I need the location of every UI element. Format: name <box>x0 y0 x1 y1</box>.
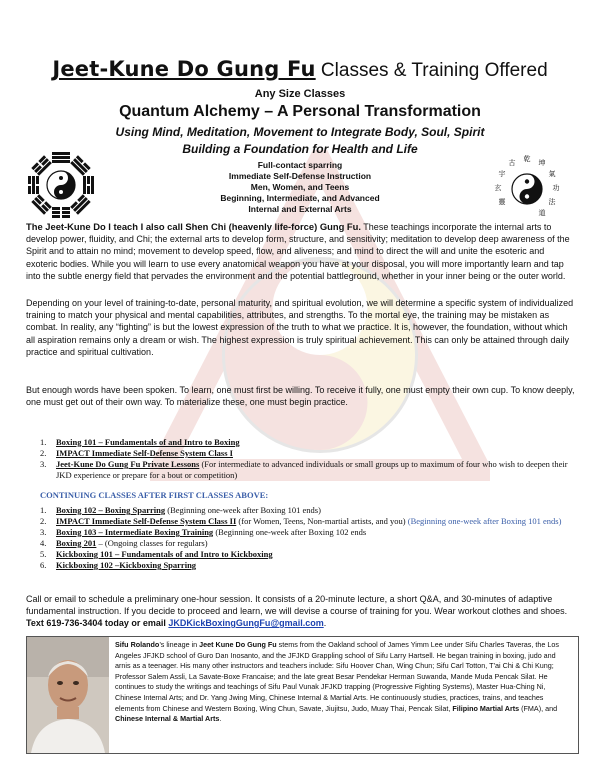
list-number: 2. <box>40 516 47 526</box>
list-item <box>40 459 580 481</box>
list-item <box>40 538 580 549</box>
list-item <box>40 549 580 560</box>
class-note-blue: (Beginning one-week after Boxing 101 ends) <box>405 516 562 526</box>
tagline-building: Building a Foundation for Health and Life <box>182 142 418 156</box>
tagline-using: Using Mind, Meditation, Movement to Integrate Body, Soul, Spirit <box>115 125 485 139</box>
intro-text: These teachings incorporate the internal arts to develop power, fluidity, and Chi; the external arts to develop form, structure, and sensitivity; meditation to develop deep awareness of the Spirit and to attain no mind; movement to develop speed, flow, and aliveness; and mind to direct the will and unite the esoteric and exoteric bodies. While you will learn to use every anatomical weapon you have at your disposal, you will more importantly learn and tap into the subtle energy field that pervades the environment and the potential battleground, whether in your inner being or the outer world. <box>26 222 570 281</box>
class-note: – (Ongoing classes for regulars) <box>96 538 208 548</box>
calligraphy-char: 靈 <box>498 198 506 206</box>
list-item <box>40 437 580 448</box>
calligraphy-char: 道 <box>538 209 546 217</box>
instructor-bio <box>115 640 573 725</box>
instructor-photo <box>27 637 109 753</box>
calligraphy-char: 玄 <box>494 184 502 192</box>
bio-box <box>26 636 579 754</box>
classes-list <box>40 437 580 481</box>
list-item <box>40 560 580 571</box>
list-item <box>40 516 580 527</box>
class-note: (For intermediate to advanced individuals or small groups up to maximum of four who wish to deepen their JKD experience or prepare for a bout or competition) <box>56 459 568 480</box>
bio-text: ’s lineage in <box>159 640 200 649</box>
calligraphy-char: 古 <box>508 159 516 167</box>
bio-bold: Sifu Rolando <box>115 640 160 649</box>
feature-item: Full-contact sparring <box>257 160 343 170</box>
bio-bold: Chinese Internal & Martial Arts <box>115 714 220 724</box>
class-note: (Beginning one-week after Boxing 102 ends <box>213 527 367 537</box>
list-item <box>40 505 580 516</box>
practice-paragraph: But enough words have been spoken. To learn, one must first be willing. To receive it fully, one must empty their own cup. To know deeply, one must get out of their own way. To materialize these, one must begin practice. <box>26 385 575 408</box>
continuing-list <box>40 505 580 571</box>
subtitle-quantum: Quantum Alchemy – A Personal Transformation <box>119 103 481 120</box>
list-number: 3. <box>40 527 47 537</box>
contact-paragraph <box>26 593 576 629</box>
list-number: 3. <box>40 459 47 469</box>
feature-item: Men, Women, and Teens <box>250 182 350 192</box>
bio-bold: Filipino Martial Arts <box>452 703 520 713</box>
list-number: 1. <box>40 505 47 515</box>
class-link[interactable]: Kickboxing 102 –Kickboxing Sparring <box>56 560 197 570</box>
class-link[interactable]: Boxing 201 <box>56 538 97 548</box>
class-link[interactable]: Boxing 101 – Fundamentals of and Intro to Boxing <box>56 437 240 447</box>
feature-list <box>0 160 600 215</box>
calligraphy-char: 氣 <box>548 170 556 178</box>
bio-text: (FMA), and <box>519 703 558 713</box>
feature-item: Beginning, Intermediate, and Advanced <box>220 193 380 203</box>
calligraphy-char: 法 <box>548 198 556 206</box>
feature-item: Internal and External Arts <box>248 204 352 214</box>
class-note: (Beginning one-week after Boxing 101 ends) <box>165 505 321 515</box>
bio-bold: Jeet Kune Do Gung Fu <box>199 640 277 649</box>
list-number: 1. <box>40 437 47 447</box>
list-number: 2. <box>40 448 47 458</box>
list-item <box>40 448 580 459</box>
email-link[interactable]: JKDKickBoxingGungFu@gmail.com <box>168 618 324 628</box>
bio-text: . <box>219 714 222 724</box>
calligraphy-char: 坤 <box>538 159 546 167</box>
class-link[interactable]: Boxing 102 – Boxing Sparring <box>56 505 166 515</box>
training-paragraph: Depending on your level of training-to-date, personal maturity, and spiritual evolution, we will determine a specific system of individualized training to match your physical and mental capabilities, attributes, and strengths. To the mortal eye, the training may be mistaken as combat. In reality, any “fighting” is but the lowest expression of the truth to what we practice. It is, however, the foundation, without which all aspiration remains only a dream or wish. The highest expression is truly spiritual achievement. This can only be attained through daily practice and spiritual cultivation. <box>26 298 574 357</box>
continuing-heading: CONTINUING CLASSES AFTER FIRST CLASSES ABOVE: <box>40 490 269 500</box>
title-rest: Classes & Training Offered <box>315 60 548 81</box>
class-link[interactable]: Boxing 103 – Intermediate Boxing Training <box>56 527 214 537</box>
calligraphy-char: 乾 <box>523 155 531 163</box>
class-note: (for Women, Teens, Non-martial artists, and you) <box>236 516 406 526</box>
contact-text: Call or email to schedule a preliminary one-hour session. It consists of a 20-minute lecture, a short Q&A, and 30-minutes of adaptive fundamental instruction. If you decide to proceed and learn, we will devise a course of training for you. Wear workout clothes and shoes. <box>26 594 568 616</box>
feature-item: Immediate Self-Defense Instruction <box>228 171 372 181</box>
class-link[interactable]: Kickboxing 101 – Fundamentals of and Intro to Kickboxing <box>56 549 273 559</box>
class-link[interactable]: Jeet-Kune Do Gung Fu Private Lessons <box>56 459 200 469</box>
list-item <box>40 527 580 538</box>
page-title <box>0 57 600 82</box>
list-number: 5. <box>40 549 47 559</box>
calligraphy-char: 宇 <box>498 170 506 178</box>
contact-end: . <box>323 618 327 628</box>
any-size-line: Any Size Classes <box>254 88 346 100</box>
calligraphy-char: 功 <box>552 184 560 192</box>
class-link[interactable]: IMPACT Immediate Self-Defense System Class II <box>56 516 237 526</box>
list-number: 4. <box>40 538 47 548</box>
intro-bold: The Jeet-Kune Do I teach I also call Shen Chi (heavenly life-force) Gung Fu. <box>26 221 361 232</box>
title-main: Jeet-Kune Do Gung Fu <box>52 57 316 81</box>
bio-text: stems from the Oakland school of James Yimm Lee under Sifu Charles Taveras, the Los Angeles JFJKD school of Guro Dan Inosanto, and the JFJKD Grappling school of Sifu Larry Hartsell. He began training in boxing, judo and arnis as a teenager. His many other instructors and teachers include: Sifu Hoover Chan, Wing Chun; Sifu Carl Totton, T’ai Chi & Chi Kung; Professor Salem Assli, La Savate-Boxe Francaise; and the late great Besar Pendekar Herman Suwanda, Mande Muda Pencak Silat. He continues to study the writings and teachings of Sifu Paul Vunak JFJKD trapping (Progressive Fighting Systems), Master Hua-Ching Ni, Chinese Internal Arts; and Dr. Yang Jwing Ming, Chinese Internal & Martial Arts. He continuously studies, practices, trains, and teaches elements from Chinese and Western Boxing, Wing Chun, Savate, Jiujitsu, Judo, Muay Thai, Pencak Silat, <box>115 640 559 713</box>
contact-bold: Text 619-736-3404 today or email <box>26 618 169 628</box>
class-link[interactable]: IMPACT Immediate Self-Defense System Class I <box>56 448 233 458</box>
intro-paragraph <box>26 221 576 282</box>
list-number: 6. <box>40 560 47 570</box>
